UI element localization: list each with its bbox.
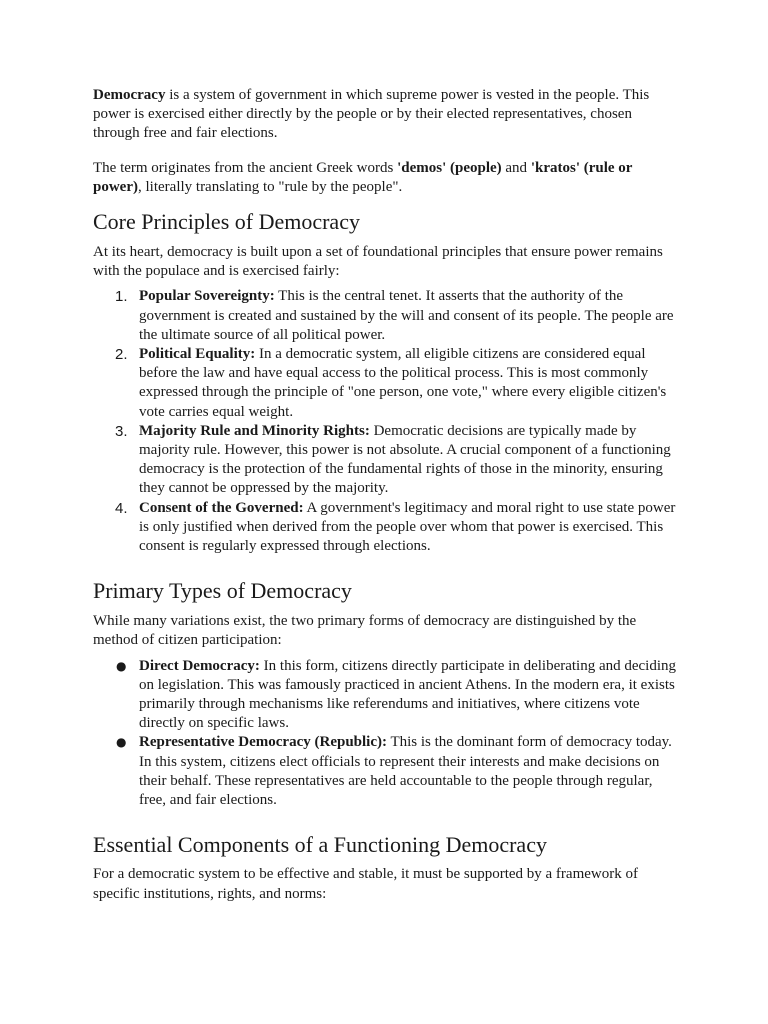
intro-paragraph-definition bbox=[93, 86, 678, 144]
principle-text: This is the central tenet. It asserts that the authority of the government is created and sustained by the will and consent of its people. The people are the ultimate source of all political power. bbox=[139, 288, 674, 343]
list-number: 4. bbox=[115, 499, 128, 517]
list-item bbox=[93, 657, 678, 734]
essential-components-lead: For a democratic system to be effective and stable, it must be supported by a framework of specific institutions, rights, and norms: bbox=[93, 866, 638, 902]
list-item bbox=[93, 287, 678, 345]
heading-primary-types: Primary Types of Democracy bbox=[93, 578, 352, 604]
core-principles-lead: At its heart, democracy is built upon a set of foundational principles that ensure power remains with the populace and is exercised fairly: bbox=[93, 244, 663, 280]
principle-term: Consent of the Governed: bbox=[139, 499, 304, 516]
principle-term: Majority Rule and Minority Rights: bbox=[139, 422, 370, 439]
bullet-icon: ● bbox=[116, 735, 127, 750]
definition-text: is a system of government in which supreme power is vested in the people. This power is exercised either directly by the people or by their elected representatives, chosen through free and fair elections. bbox=[93, 87, 650, 142]
principle-text: Democratic decisions are typically made by majority rule. However, this power is not absolute. A crucial component of a functioning democracy is the protection of the fundamental rights of those in the minority, ensuring they cannot be oppressed by the majority. bbox=[139, 422, 671, 497]
primary-types-list bbox=[93, 657, 678, 811]
list-number: 3. bbox=[115, 422, 128, 440]
list-item bbox=[93, 499, 678, 557]
intro-paragraph-etymology bbox=[93, 159, 678, 197]
term-kratos: 'kratos' (rule or power) bbox=[93, 159, 633, 195]
core-principles-list bbox=[93, 287, 678, 556]
type-text: In this form, citizens directly participate in deliberating and deciding on legislation. This was famously practiced in ancient Athens. In the modern era, it exists primarily through mechanisms like referendums and initiatives, where citizens vote directly on specific laws. bbox=[139, 657, 677, 732]
term-democracy: Democracy bbox=[93, 87, 166, 103]
etymology-start: The term originates from the ancient Greek words bbox=[93, 159, 398, 176]
heading-core-principles: Core Principles of Democracy bbox=[93, 209, 360, 235]
type-term: Representative Democracy (Republic): bbox=[139, 734, 387, 751]
principle-term: Political Equality: bbox=[139, 346, 256, 363]
principle-term: Popular Sovereignty: bbox=[139, 288, 275, 305]
heading-essential-components: Essential Components of a Functioning Democracy bbox=[93, 832, 547, 858]
bullet-icon: ● bbox=[116, 658, 127, 673]
list-item bbox=[93, 733, 678, 810]
principle-text: A government's legitimacy and moral right to use state power is only justified when derived from the people over whom that power is exercised. This consent is regularly expressed through elections. bbox=[139, 499, 676, 555]
list-item bbox=[93, 422, 678, 499]
list-number: 2. bbox=[115, 346, 128, 364]
type-text: This is the dominant form of democracy today. In this system, citizens elect officials to represent their interests and make decisions on their behalf. These representatives are held accountable to the people through regular, free, and fair elections. bbox=[139, 734, 672, 809]
primary-types-lead: While many variations exist, the two primary forms of democracy are distinguished by the method of citizen participation: bbox=[93, 613, 637, 649]
etymology-and: and bbox=[501, 159, 531, 176]
list-number: 1. bbox=[115, 288, 128, 306]
term-demos: 'demos' (people) bbox=[397, 159, 502, 176]
principle-text: In a democratic system, all eligible citizens are considered equal before the law and have equal access to the political process. This is most commonly expressed through the principle of "one person, one vote," where every eligible citizen's vote carries equal weight. bbox=[139, 346, 667, 420]
etymology-end: , literally translating to "rule by the people". bbox=[138, 178, 403, 195]
list-item bbox=[93, 345, 678, 422]
type-term: Direct Democracy: bbox=[139, 657, 260, 674]
